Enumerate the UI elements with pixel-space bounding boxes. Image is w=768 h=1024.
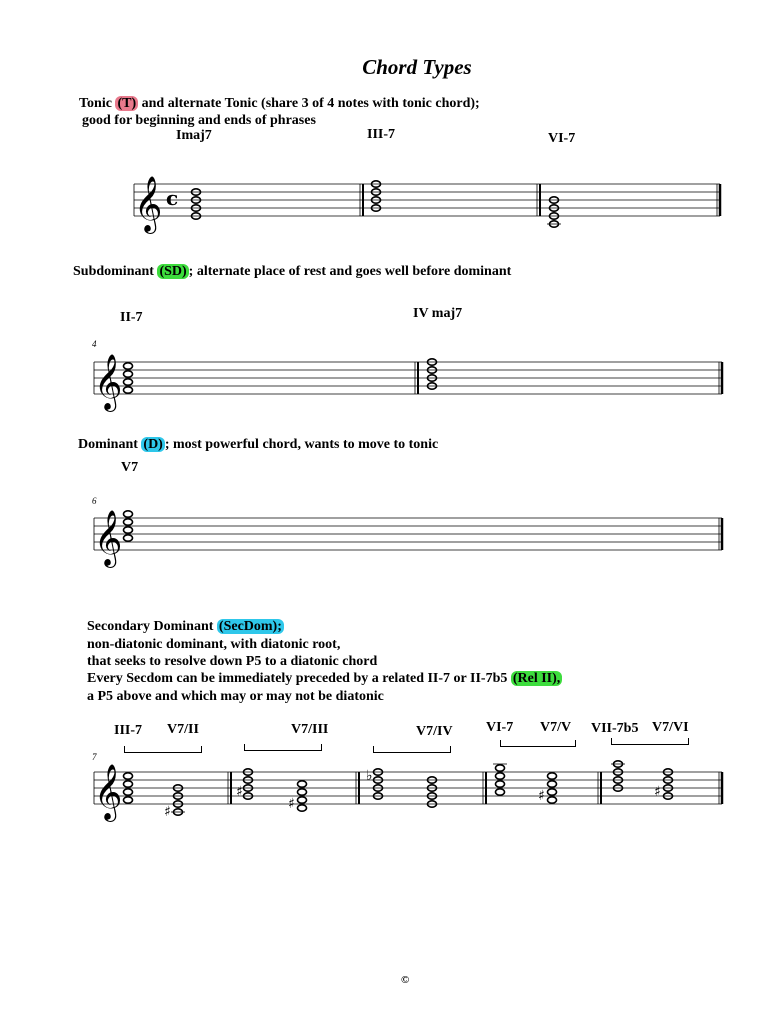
rel-ii-badge: (Rel II),: [512, 671, 561, 686]
sharp-icon: ♯: [236, 784, 243, 800]
secdom-line4: [87, 670, 562, 687]
staff-system-1: [130, 160, 730, 240]
treble-clef-icon: 𝄞: [94, 354, 123, 410]
chord-label-v7-v: V7/V: [540, 720, 572, 735]
secdom-description: [87, 618, 284, 635]
tonic-text-pre: Tonic: [79, 96, 116, 111]
measure-number-6: 6: [92, 496, 97, 506]
treble-clef-icon: 𝄞: [94, 764, 123, 820]
tonic-text-post: and alternate Tonic (share 3 of 4 notes with tonic chord);: [138, 96, 480, 111]
chord-label-ii7: II-7: [120, 310, 143, 325]
secdom-text-pre: Secondary Dominant: [87, 619, 217, 634]
secdom-line4-text: Every Secdom can be immediately preceded by a related II-7 or II-7b5: [87, 671, 511, 686]
chord-label-v7-iii: V7/III: [291, 722, 329, 737]
dominant-text-pre: Dominant: [78, 437, 142, 452]
chord-label-ivmaj7: IV maj7: [413, 306, 463, 321]
sharp-icon: ♯: [164, 804, 171, 820]
subdominant-text-post: ; alternate place of rest and goes well before dominant: [188, 264, 512, 279]
subdominant-badge: (SD): [159, 264, 187, 279]
secdom-line2: non-diatonic dominant, with diatonic root,: [87, 637, 341, 652]
sharp-icon: ♯: [288, 796, 295, 812]
chord-label-imaj7: Imaj7: [176, 128, 212, 143]
chord-label-iii7: III-7: [367, 127, 396, 142]
related-ii-bracket: [500, 740, 576, 747]
chord-label-iii7-secdom: III-7: [114, 723, 143, 738]
chord-label-vii7b5: VII-7b5: [591, 721, 639, 736]
tonic-description: [79, 95, 480, 112]
secdom-line5: a P5 above and which may or may not be diatonic: [87, 689, 384, 704]
measure-number-4: 4: [92, 339, 97, 349]
subdominant-text-pre: Subdominant: [73, 264, 158, 279]
staff-system-2: [90, 340, 730, 410]
tonic-description-line2: good for beginning and ends of phrases: [82, 113, 316, 128]
secdom-line3: that seeks to resolve down P5 to a diatonic chord: [87, 654, 378, 669]
common-time-icon: c: [166, 186, 179, 210]
dominant-description: [78, 436, 438, 453]
dominant-badge: (D): [143, 437, 163, 452]
measure-number-7: 7: [92, 752, 97, 762]
chord-label-v7-ii: V7/II: [167, 722, 199, 737]
staff-system-3: [90, 496, 730, 566]
related-ii-bracket: [611, 738, 689, 745]
page-title: Chord Types: [362, 55, 472, 79]
flat-icon: ♭: [366, 768, 373, 784]
secdom-badge: (SecDom);: [218, 619, 282, 634]
treble-clef-icon: 𝄞: [134, 176, 163, 232]
chord-label-v7-iv: V7/IV: [416, 724, 453, 739]
chord-label-vi7: VI-7: [548, 131, 576, 146]
staff-system-4: [90, 752, 730, 832]
sharp-icon: ♯: [654, 784, 661, 800]
chord-label-vi7-secdom: VI-7: [486, 720, 514, 735]
copyright-symbol: ©: [401, 974, 410, 986]
dominant-text-post: ; most powerful chord, wants to move to tonic: [164, 437, 439, 452]
sharp-icon: ♯: [538, 788, 545, 804]
treble-clef-icon: 𝄞: [94, 510, 123, 566]
chord-label-v7-vi: V7/VI: [652, 720, 689, 735]
chord-label-v7: V7: [121, 460, 139, 475]
subdominant-description: [73, 263, 511, 280]
tonic-badge: (T): [117, 96, 137, 111]
related-ii-bracket: [244, 744, 322, 751]
